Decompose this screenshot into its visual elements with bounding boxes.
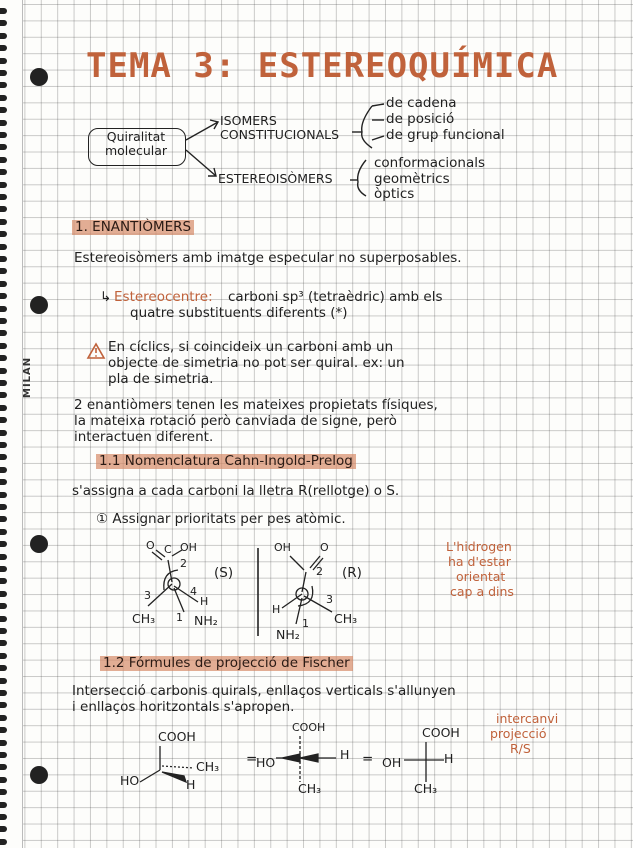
brand-logo: MILAN — [22, 356, 33, 398]
properties-line-3: interactuen diferent. — [74, 429, 214, 445]
cip-step-1: ① Assignar prioritats per pes atòmic. — [96, 511, 346, 527]
cip-text: s'assigna a cada carboni la lletra R(rellotge) o S. — [72, 483, 400, 499]
priority-1: 1 — [176, 611, 183, 624]
atom-c: C — [164, 543, 172, 556]
section-heading-1-1: 1.1 Nomenclatura Cahn-Ingold-Prelog — [96, 454, 356, 469]
priority-1: 1 — [302, 617, 309, 630]
group-ch3: CH₃ — [298, 781, 322, 796]
atom-h: H — [200, 595, 209, 608]
atom-oh: OH — [274, 541, 291, 554]
warning-line-1: En cíclics, si coincideix un carboni amb un — [108, 339, 394, 355]
equals-sign: = — [362, 751, 374, 767]
fischer-note-1: intercanvi — [496, 711, 559, 726]
const-type-3: de grup funcional — [386, 127, 505, 143]
group-ch3: CH₃ — [132, 611, 156, 626]
equals-sign: = — [246, 751, 258, 767]
atom-h: H — [340, 747, 350, 762]
config-r: (R) — [342, 565, 362, 581]
hydrogen-note-2: ha d'estar — [448, 554, 511, 569]
hydrogen-note-1: L'hidrogen — [446, 539, 512, 554]
group-ch3: CH₃ — [414, 781, 438, 796]
root-label: Quiralitat molecular — [104, 129, 168, 158]
warning-line-3: pla de simetria. — [108, 371, 214, 387]
config-s: (S) — [214, 565, 234, 581]
group-nh2: NH₂ — [276, 627, 300, 642]
priority-2: 2 — [316, 565, 323, 578]
group-cooh: COOH — [422, 725, 460, 740]
hydrogen-note-4: cap a dins — [450, 584, 514, 599]
group-ch3: CH₃ — [334, 611, 358, 626]
group-cooh: COOH — [158, 729, 196, 744]
group-cooh: COOH — [292, 721, 326, 734]
group-ch3: CH₃ — [196, 759, 220, 774]
group-nh2: NH₂ — [194, 613, 218, 628]
priority-3: 3 — [144, 589, 151, 602]
fischer-note-3: R/S — [510, 741, 531, 756]
warning-line-2: objecte de simetria no pot ser quiral. ex: un — [108, 355, 405, 371]
group-ho: HO — [120, 773, 140, 788]
atom-o: O — [146, 539, 155, 552]
fischer-note-2: projecció — [490, 726, 547, 741]
properties-line-2: la mateixa rotació però canviada de signe, però — [74, 413, 397, 429]
section-heading-1: 1. ENANTIÒMERS — [72, 220, 194, 235]
stereocentre-text-2: quatre substituents diferents (*) — [130, 305, 348, 321]
arrow-bullet: ↳ — [100, 289, 112, 305]
fischer-text-1: Intersecció carbonis quirals, enllaços verticals s'allunyen — [72, 683, 456, 699]
const-type-1: de cadena — [386, 95, 457, 111]
properties-line-1: 2 enantiòmers tenen les mateixes propietats físiques, — [74, 397, 438, 413]
atom-h: H — [186, 777, 196, 792]
priority-3: 3 — [326, 593, 333, 606]
page-title: TEMA 3: ESTEREOQUÍMICA — [86, 46, 559, 86]
stereo-label: ESTEREOISÒMERS — [218, 171, 333, 186]
atom-h: H — [444, 751, 454, 766]
group-ho: HO — [256, 755, 276, 770]
section-heading-1-2: 1.2 Fórmules de projecció de Fischer — [100, 656, 353, 671]
constitutional-label: ISOMERS CONSTITUCIONALS — [220, 113, 340, 142]
atom-o: O — [320, 541, 329, 554]
stereo-type-3: òptics — [374, 186, 415, 202]
stereocentre-text: carboni sp³ (tetraèdric) amb els — [228, 289, 443, 305]
atom-oh: OH — [180, 541, 197, 554]
definition-text: Estereoisòmers amb imatge especular no superposables. — [74, 250, 462, 266]
atom-h: H — [272, 603, 281, 616]
group-oh: OH — [382, 755, 402, 770]
hydrogen-note-3: orientat — [456, 569, 506, 584]
fischer-text-2: i enllaços horitzontals s'apropen. — [72, 699, 295, 715]
priority-4: 4 — [190, 585, 197, 598]
const-type-2: de posició — [386, 111, 455, 127]
stereo-type-2: geomètrics — [374, 171, 450, 187]
priority-2: 2 — [180, 557, 187, 570]
stereo-type-1: conformacionals — [374, 155, 486, 171]
stereocentre-label: Estereocentre: — [114, 289, 213, 305]
